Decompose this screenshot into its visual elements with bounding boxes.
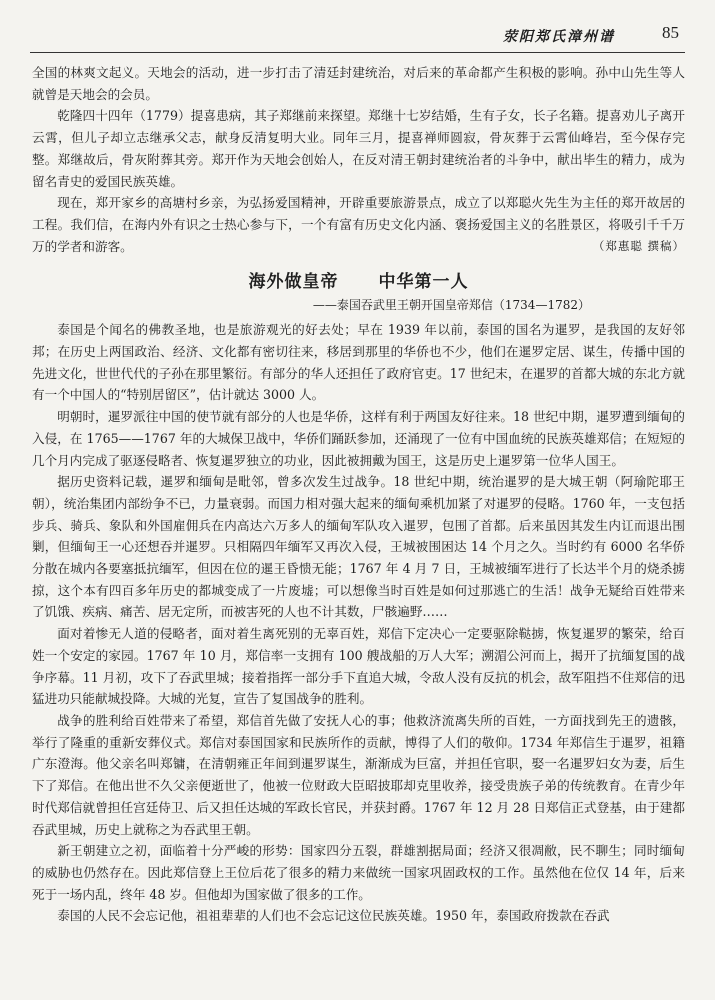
section-title-left: 海外做皇帝 [248,272,339,293]
page-body [32,62,685,927]
paragraph [32,192,685,257]
section-title [32,271,685,293]
paragraph: 乾隆四十四年（1779）提喜患病，其子郑继前来探望。郑继十七岁结婚，生有子女，长子名籍。提喜劝儿子离开云霄，但儿子却立志继承父志，献身反清复明大业。同年三月，提喜禅师圆寂，骨灰葬于云霄仙峰岩，至今保存完整。郑继故后，骨灰附葬其旁。郑开作为天地会创始人，在反对清王朝封建统治者的斗争中，献出毕生的精力，成为留名青史的爱国民族英雄。 [32,108,685,189]
paragraph: 明朝时，暹罗派往中国的使节就有部分的人也是华侨，这样有利于两国友好往来。18 世纪中期，暹罗遭到缅甸的入侵，在 1765——1767 年的大城保卫战中，华侨们踊跃参加，还涌现了一位有中国血统的民族英雄郑信；在短短的几个月内完成了驱逐侵略者、恢复暹罗独立的功业，因此被拥戴为国王，这是历史上暹罗第一位华人国王。 [32,409,685,468]
section-title-right: 中华第一人 [378,272,469,293]
page-header [30,22,685,53]
paragraph: 泰国的人民不会忘记他，祖祖辈辈的人们也不会忘记这位民族英雄。1950 年，泰国政府拨款在吞武 [57,908,610,924]
paragraph: 战争的胜利给百姓带来了希望，郑信首先做了安抚人心的事；他救济流离失所的百姓，一方面找到先王的遗骸，举行了隆重的重新安葬仪式。郑信对泰国国家和民族所作的贡献，博得了人们的敬仰。1734 年郑信生于暹罗，祖籍广东澄海。他父亲名叫郑镛，在清朝雍正年间到暹罗谋生，渐渐成为巨富，并担任官职，娶一名暹罗妇女为妻，后生下了郑信。在他出世不久父亲便逝世了，他被一位财政大臣昭披耶却克里收养，接受贵族子弟的传统教育。在青少年时代郑信就曾担任宫廷侍卫、后又担任达城的军政长官民，并获封爵。1767 年 12 月 28 日郑信正式登基，由于建都吞武里城，历史上就称之为吞武里王朝。 [32,712,685,837]
paragraph: 据历史资料记载，暹罗和缅甸是毗邻，曾多次发生过战争。18 世纪中期，统治暹罗的是大城王朝（阿瑜陀耶王朝），统治集团内部纷争不已，力量衰弱。而国力相对强大起来的缅甸乘机加紧了对暹罗的侵略。1760 年，一支包括步兵、骑兵、象队和外国雇佣兵在内高达六万多人的缅甸军队攻入暹罗，包围了首都。后来虽因其发生内讧而退出围剿，但缅甸王一心还想吞并暹罗。只相隔四年缅军又再次入侵，王城被围困达 14 个月之久。当时约有 6000 名华侨分散在城内各要塞抵抗缅军，但因在位的暹王昏愦无能；1767 年 4 月 7 日，王城被缅军进行了长达半个月的烧杀掳掠，这个本有四百多年历史的都城变成了一片废墟；可以想像当时百姓是如何过那逃亡的生活！战争无疑给百姓带来了饥饿、疾病、痛苦、居无定所，而被害死的人也不计其数，尸骸遍野…… [32,474,685,620]
author-signature: （郑惠聪 撰稿） [592,238,685,253]
paragraph: 面对着惨无人道的侵略者，面对着生离死别的无辜百姓，郑信下定决心一定要驱除鞑掳，恢复暹罗的繁荣，给百姓一个安定的家园。1767 年 10 月，郑信率一支拥有 100 艘战船的万人大军；溯湄公河而上，揭开了抗缅复国的战争序幕。11 月初，攻下了吞武里城；接着指挥一部分手下直追大城，令敌人没有反抗的机会，敌军阻挡不住郑信的迅猛进功只能献城投降。大城的光复，宣告了复国战争的胜利。 [32,626,685,707]
paragraph: 泰国是个闻名的佛教圣地，也是旅游观光的好去处；早在 1939 年以前，泰国的国名为暹罗，是我国的友好邻邦；在历史上两国政治、经济、文化都有密切往来，移居到那里的华侨也不少，他们在暹罗定居、谋生，传播中国的先进文化，世世代代的子孙在那里繁衍。有部分的华人还担任了政府官吏。17 世纪末，在暹罗的首都大城的东北方就有一个中国人的“特别居留区”，估计就达 3000 人。 [32,322,685,403]
paragraph-continued: 全国的林爽文起义。天地会的活动，进一步打击了清廷封建统治，对后来的革命都产生积极的影响。孙中山先生等人就曾是天地会的会员。 [32,65,685,102]
page-number: 85 [662,23,679,42]
running-head: 荥阳郑氏漳州谱 [503,29,615,45]
section-subtitle: ——泰国吞武里王朝开国皇帝郑信（1734—1782） [312,298,590,313]
paragraph-text: 现在，郑开家乡的高塘村乡亲，为弘扬爱国精神，开辟重要旅游景点，成立了以郑聪火先生为主任的郑开故居的工程。我们信，在海内外有识之士热心参与下，一个有富有历史文化内涵、褒扬爱国主义的名胜景区，将吸引千千万万的学者和游客。 [32,195,685,254]
paragraph: 新王朝建立之初，面临着十分严峻的形势：国家四分五裂，群雄割据局面；经济又很凋敝，民不聊生；同时缅甸的威胁也仍然存在。因此郑信登上王位后花了很多的精力来做统一国家巩固政权的工作。虽然他在位仅 14 年，后来死于一场内乱，终年 48 岁。但他却为国家做了很多的工作。 [32,843,685,902]
